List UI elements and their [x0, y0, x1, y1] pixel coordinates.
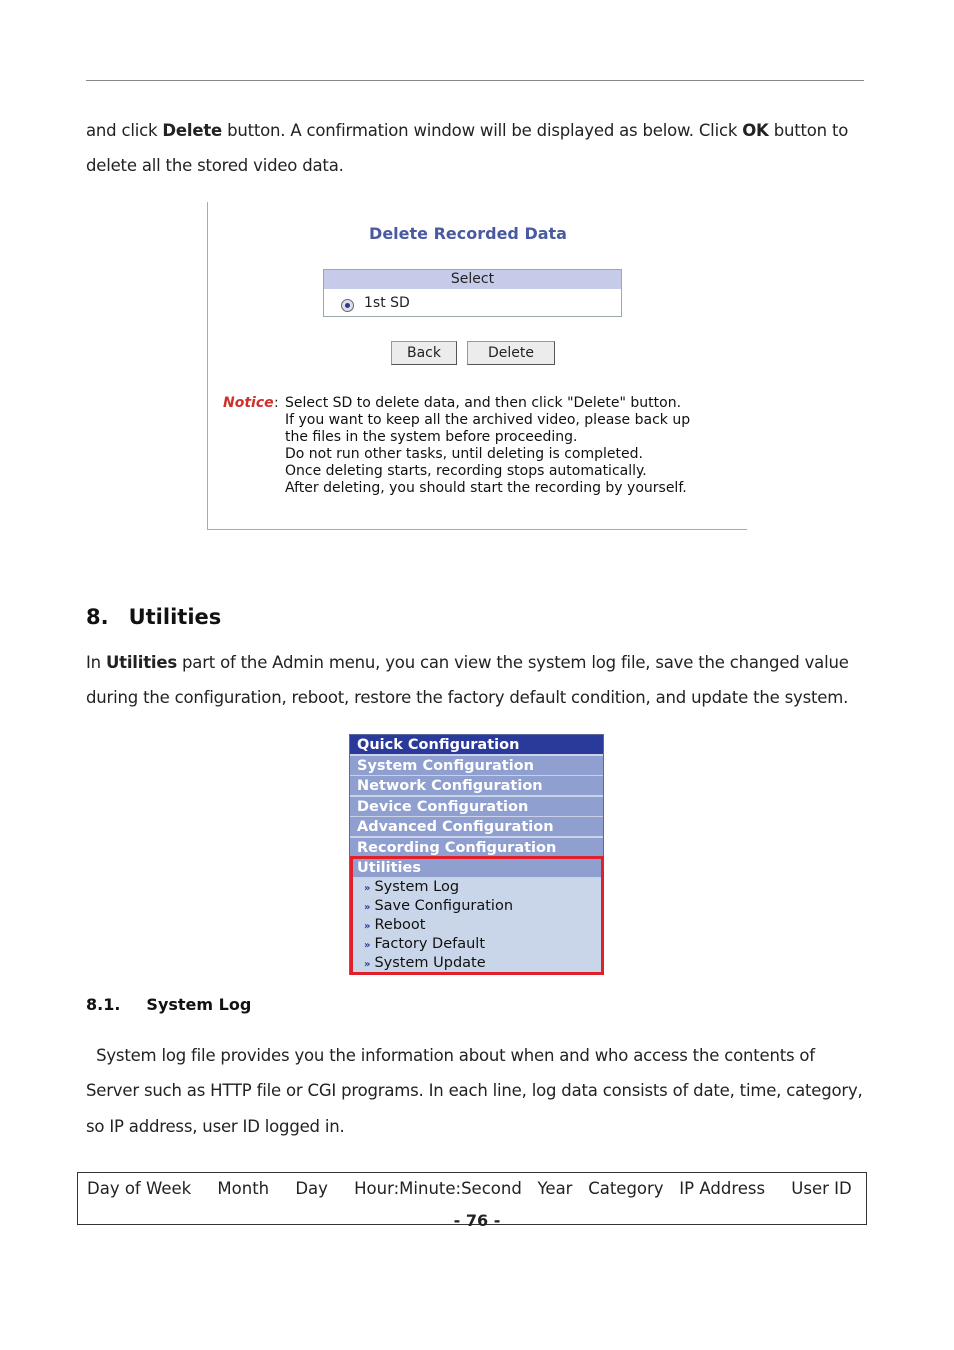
- intro-line-1: and click Delete button. A confirmation window will be displayed as below. Click OK button to: [86, 121, 849, 140]
- notice-line: Select SD to delete data, and then click "Delete" button.: [285, 395, 682, 411]
- section-number: 8.: [86, 605, 109, 629]
- select-header: Select: [324, 270, 621, 289]
- subsection-number: 8.1.: [86, 995, 121, 1014]
- utilities-keyword: Utilities: [105, 653, 177, 672]
- menu-item-utilities[interactable]: Utilities: [350, 858, 603, 878]
- section-line-1: In Utilities part of the Admin menu, you can view the system log file, save the changed value: [86, 653, 849, 672]
- double-arrow-icon: »: [364, 883, 371, 894]
- delete-keyword: Delete: [162, 121, 223, 140]
- submenu-save-configuration[interactable]: » Save Configuration: [364, 898, 514, 914]
- delete-recorded-data-dialog: [207, 202, 747, 530]
- subsection-line-3: so IP address, user ID logged in.: [86, 1117, 345, 1136]
- submenu-system-update[interactable]: » System Update: [364, 955, 486, 971]
- notice-colon: :: [274, 395, 279, 411]
- section-heading: [86, 605, 221, 629]
- delete-button[interactable]: Delete: [467, 341, 555, 365]
- header-rule: [86, 80, 864, 81]
- back-button[interactable]: Back: [391, 341, 457, 365]
- double-arrow-icon: »: [364, 921, 371, 932]
- submenu-reboot[interactable]: » Reboot: [364, 917, 426, 933]
- notice-line: Do not run other tasks, until deleting is completed.: [285, 446, 643, 462]
- section-line-2: during the configuration, reboot, restore the factory default condition, and update the system.: [86, 688, 849, 707]
- log-format-row: Day of Week Month Day Hour:Minute:Second Year Category IP Address User ID: [87, 1179, 852, 1198]
- submenu-factory-default[interactable]: » Factory Default: [364, 936, 486, 952]
- double-arrow-icon: »: [364, 959, 371, 970]
- submenu-system-log[interactable]: » System Log: [364, 879, 460, 895]
- notice-text: [285, 395, 740, 497]
- notice-line: If you want to keep all the archived video, please back up: [285, 412, 691, 428]
- intro-line-2: delete all the stored video data.: [86, 156, 344, 175]
- menu-item-recording-configuration[interactable]: Recording Configuration: [350, 838, 603, 858]
- subsection-line-1: System log file provides you the information about when and who access the contents of: [86, 1046, 815, 1065]
- subsection-line-2: Server such as HTTP file or CGI programs. In each line, log data consists of date, time, category,: [86, 1081, 863, 1100]
- menu-item-device-configuration[interactable]: Device Configuration: [350, 797, 603, 817]
- notice-line: the files in the system before proceeding.: [285, 429, 578, 445]
- sd-radio-button[interactable]: [341, 299, 354, 312]
- notice-line: After deleting, you should start the recording by yourself.: [285, 480, 687, 496]
- double-arrow-icon: »: [364, 902, 371, 913]
- section-title: Utilities: [128, 605, 222, 629]
- menu-item-advanced-configuration[interactable]: Advanced Configuration: [350, 817, 603, 837]
- page-number: - 76 -: [453, 1211, 501, 1230]
- menu-item-network-configuration[interactable]: Network Configuration: [350, 776, 603, 796]
- notice-label: Notice: [223, 395, 274, 411]
- select-table: [323, 269, 622, 317]
- dialog-title: Delete Recorded Data: [369, 224, 567, 243]
- subsection-heading: [86, 995, 251, 1014]
- menu-item-quick-configuration[interactable]: Quick Configuration: [350, 735, 603, 755]
- ok-keyword: OK: [742, 121, 769, 140]
- sd-option-label: 1st SD: [364, 295, 410, 311]
- subsection-title: System Log: [146, 995, 252, 1014]
- utilities-highlight-frame: [350, 856, 604, 975]
- double-arrow-icon: »: [364, 940, 371, 951]
- notice-line: Once deleting starts, recording stops automatically.: [285, 463, 647, 479]
- menu-item-system-configuration[interactable]: System Configuration: [350, 756, 603, 776]
